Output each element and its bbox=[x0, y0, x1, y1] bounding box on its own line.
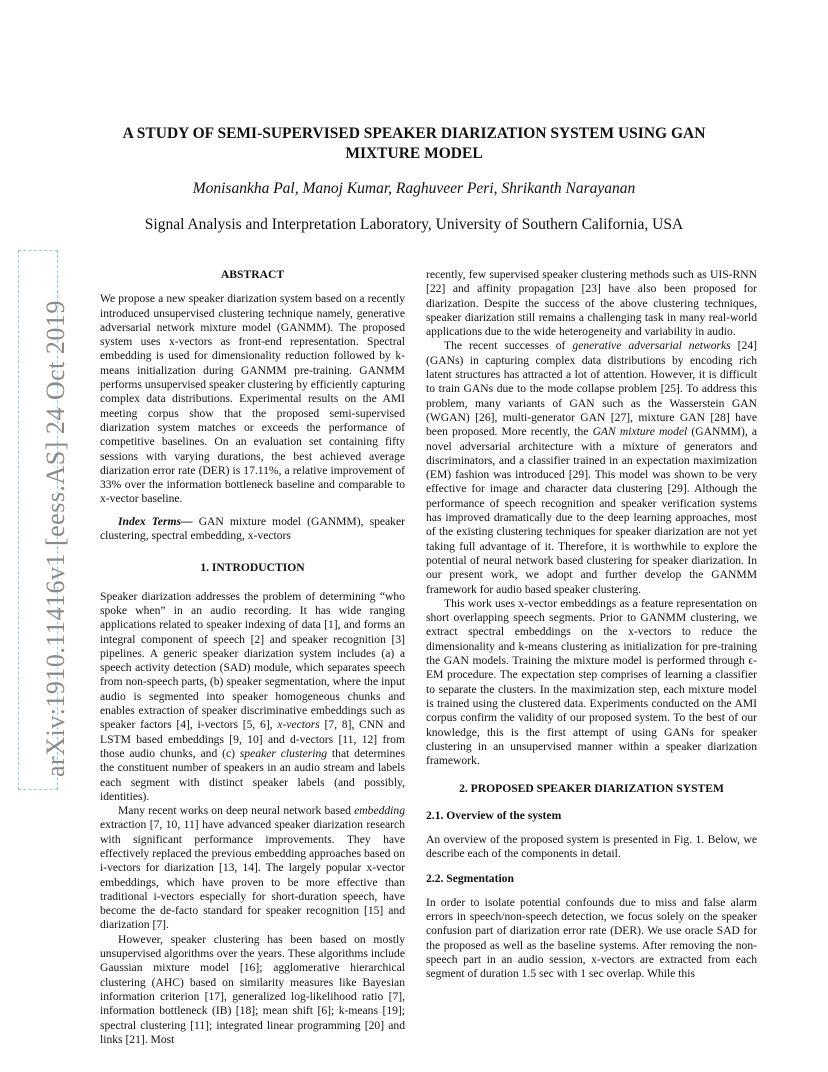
index-terms bbox=[100, 515, 405, 544]
intro-heading: 1. INTRODUCTION bbox=[200, 561, 305, 575]
intro-p1-a: Speaker diarization addresses the problem of determining “who spoke when” in an audio recording. It has wide ranging applications related to speaker indexing of data [1], and forms an integral component of speech [2] and speaker recognition [3] pipelines. A generic speaker diarization system includes (a) a speech activity detection (SAD) module, which separates speech from non-speech parts, (b) speaker segmentation, where the input audio is segmented into speaker homogeneous chunks and enables extraction of speaker discriminative embeddings such as speaker factors [4], i-vectors [5, 6], bbox=[100, 589, 405, 732]
paper-affiliation: Signal Analysis and Interpretation Laboratory, University of Southern California, USA bbox=[144, 216, 684, 233]
index-terms-text: GAN mixture model (GANMM), speaker clustering, spectral embedding, x-vectors bbox=[100, 514, 405, 543]
section2-heading: 2. PROPOSED SPEAKER DIARIZATION SYSTEM bbox=[459, 782, 724, 796]
section22-text: In order to isolate potential confounds due to miss and false alarm errors in speech/non-speech detection, we focus solely on the speaker confusion part of diarization error rate (DER). We use oracle SAD for the proposed as well as the baseline systems. After removing the non-speech part in an audio session, x-vectors are extracted from each segment of duration 1.5 sec with 1 sec overlap. While this bbox=[426, 895, 757, 981]
intro-r2-em1: generative adversarial networks bbox=[572, 339, 731, 353]
arxiv-stamp-text: arXiv:1910.11416v1 [eess.AS] 24 Oct 2019 bbox=[41, 300, 70, 777]
intro-p1-em2: speaker clustering bbox=[239, 746, 328, 760]
intro-p1-c: that determines the constituent number of speakers in an audio stream and labels each segment with distinct speaker labels (and possibly, identities). bbox=[100, 746, 406, 803]
index-terms-label: Index Terms— bbox=[118, 514, 193, 528]
intro-r2-c: (GANMM), a novel adversarial architecture with a mixture of generators and discriminators, and a classifier trained in an expectation maximization (EM) fashion was introduced [29]. This model was shown to be very effective for image and character data clustering [29]. Although the performance of speech recognition and speaker verification systems has improved dramatically due to the deep learning approaches, most of the existing clustering techniques for speaker diarization are not yet taking full advantage of it. Therefore, it is worthwhile to explore the potential of neural network based clustering for speaker diarization. In our present work, we adopt and further develop the GANMM framework for audio based speaker clustering. bbox=[426, 425, 757, 596]
intro-r2-em2: GAN mixture model bbox=[592, 425, 688, 439]
paper-title: A STUDY OF SEMI-SUPERVISED SPEAKER DIARIZATION SYSTEM USING GAN MIXTURE MODEL bbox=[122, 125, 706, 162]
right-column bbox=[426, 268, 757, 982]
intro-p1-em1: x-vectors bbox=[277, 718, 320, 732]
arxiv-stamp bbox=[18, 250, 70, 790]
intro-p2-b: extraction [7, 10, 11] have advanced speaker diarization research with significant performance improvements. They have effectively replaced the previous embedding approaches based on i-vectors for diarization [13, 14]. The largely popular x-vector embeddings, which have proven to be more effective than traditional i-vectors especially for short-duration speech, have become the de-facto standard for speaker recognition [15] and diarization [7]. bbox=[100, 818, 405, 932]
paper-authors: Monisankha Pal, Manoj Kumar, Raghuveer Peri, Shrikanth Narayanan bbox=[192, 180, 636, 197]
intro-r2-b: [24] (GANs) in capturing complex data distributions by encoding rich latent structures has attracted a lot of attention. However, it is difficult to train GANs due to the mode collapse problem [25]. To address this problem, many variants of GAN such as the Wasserstein GAN (WGAN) [26], multi-generator GAN [27], mixture GAN [28] have been proposed. More recently, the bbox=[426, 339, 757, 439]
intro-right-paragraph-3: This work uses x-vector embeddings as a feature representation on short overlapping speech segments. Prior to GANMM clustering, we extract spectral embeddings on the x-vectors to reduce the dimensionality and k-means clustering as initialization for pre-training the GAN models. Training the mixture model is performed through ϵ-EM procedure. The expectation step comprises of learning a classifier to separate the clusters. In the maximization step, each mixture model is trained using the clustered data. Experiments conducted on the AMI corpus confirm the validity of our proposed system. To the best of our knowledge, this is the first attempt of using GANs for speaker clustering in an unsupervised manner within a speaker diarization framework. bbox=[426, 596, 757, 768]
intro-paragraph-1 bbox=[100, 590, 405, 804]
intro-right-paragraph-2 bbox=[426, 339, 757, 596]
section22-heading: 2.2. Segmentation bbox=[426, 871, 514, 885]
abstract-heading: ABSTRACT bbox=[220, 268, 285, 281]
abstract-text: We propose a new speaker diarization system based on a recently introduced unsupervised clustering technique namely, generative adversarial network mixture model (GANMM). The proposed system uses x-vectors as front-end representation. Spectral embedding is used for dimensionality reduction followed by k-means initialization during GANMM pre-training. GANMM performs unsupervised speaker clustering by efficiently capturing complex data distributions. Experimental results on the AMI meeting corpus show that the proposed semi-supervised diarization system matches or exceeds the performance of competitive baselines. On an evaluation set containing fifty sessions with varying durations, the best achieved average diarization error rate (DER) is 17.11%, a relative improvement of 33% over the information bottleneck baseline and comparable to x-vector baseline. bbox=[100, 292, 405, 506]
section21-heading: 2.1. Overview of the system bbox=[426, 808, 562, 822]
intro-r2-a: The recent successes of bbox=[444, 339, 573, 353]
left-column bbox=[100, 268, 405, 1047]
intro-p1-b: [7, 8], CNN and LSTM based embeddings [9, 10] and d-vectors [11, 12] from those audio chunks, and (c) bbox=[100, 718, 405, 760]
intro-paragraph-2 bbox=[100, 804, 405, 933]
intro-paragraph-3: However, speaker clustering has been based on mostly unsupervised algorithms over the years. These algorithms include Gaussian mixture model [16]; agglomerative hierarchical clustering (AHC) based on similarity measures like Bayesian information criterion [17], generalized log-likelihood ratio [7], information bottleneck (IB) [18]; mean shift [6]; k-means [19]; spectral clustering [11]; integrated linear programming [20] and links [21]. Most bbox=[100, 932, 405, 1046]
intro-right-paragraph-1: recently, few supervised speaker clustering methods such as UIS-RNN [22] and affinity propagation [23] have also been proposed for diarization. Despite the success of the above clustering techniques, speaker diarization still remains a challenging task in many real-world applications due to the wide heterogeneity and variability in audio. bbox=[426, 268, 757, 339]
intro-p2-a: Many recent works on deep neural network based bbox=[118, 804, 355, 818]
section21-text: An overview of the proposed system is presented in Fig. 1. Below, we describe each of the components in detail. bbox=[426, 832, 757, 861]
intro-p2-em: embedding bbox=[354, 804, 405, 818]
